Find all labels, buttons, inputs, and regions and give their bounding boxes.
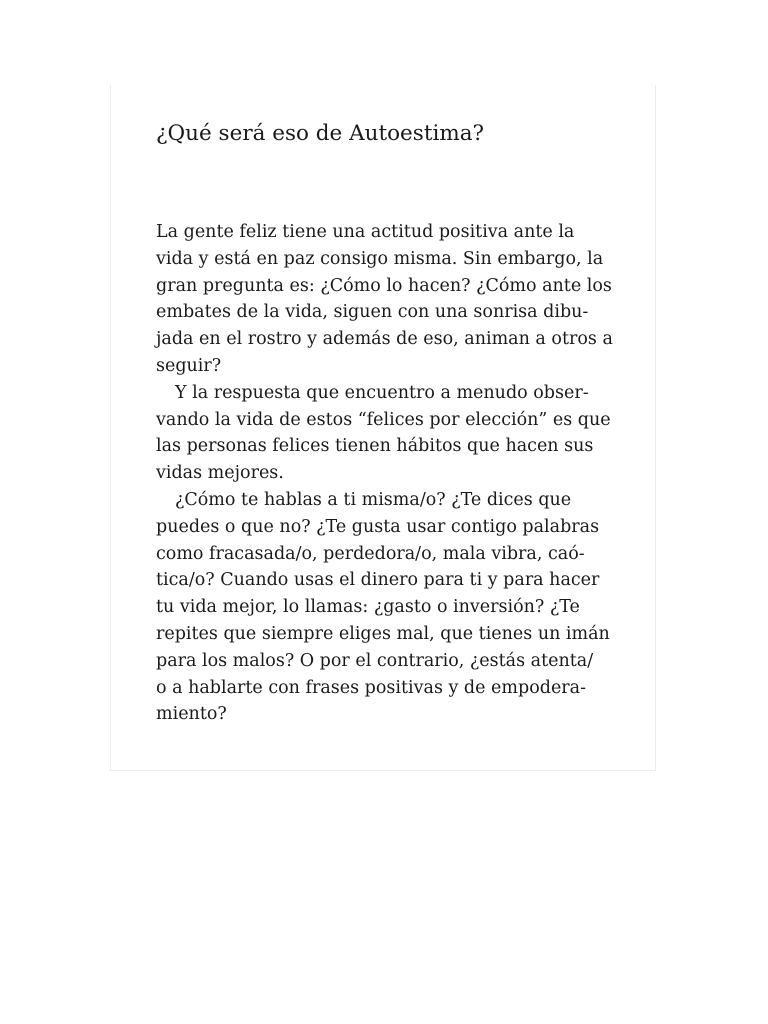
body-text xyxy=(156,219,626,728)
text-line: seguir? xyxy=(156,355,222,376)
text-line: repites que siempre eliges mal, que tienes un imán xyxy=(156,623,610,644)
text-line: ¿Cómo te hablas a ti misma/o? ¿Te dices que xyxy=(175,489,572,510)
text-line: como fracasada/o, perdedora/o, mala vibra, caó- xyxy=(156,543,585,564)
text-line: gran pregunta es: ¿Cómo lo hacen? ¿Cómo ante los xyxy=(156,275,612,296)
text-line: embates de la vida, siguen con una sonrisa dibu- xyxy=(156,302,589,323)
document-page xyxy=(110,85,656,771)
text-line: o a hablarte con frases positivas y de empodera- xyxy=(156,677,587,698)
paragraph-1 xyxy=(156,219,626,380)
page-title: ¿Qué será eso de Autoestima? xyxy=(156,121,485,146)
text-line: jada en el rostro y además de eso, animan a otros a xyxy=(156,329,613,350)
text-line: puedes o que no? ¿Te gusta usar contigo palabras xyxy=(156,516,600,537)
text-line: vidas mejores. xyxy=(156,463,284,484)
text-line: La gente feliz tiene una actitud positiva ante la xyxy=(156,222,575,242)
text-line: las personas felices tienen hábitos que hacen sus xyxy=(156,436,594,457)
text-line: tu vida mejor, lo llamas: ¿gasto o inversión? ¿Te xyxy=(156,597,580,618)
paragraph-2 xyxy=(156,380,626,487)
text-line: miento? xyxy=(156,704,227,725)
text-line: tica/o? Cuando usas el dinero para ti y para hacer xyxy=(156,570,600,591)
text-line: Y la respuesta que encuentro a menudo obser- xyxy=(175,382,589,403)
paragraph-3 xyxy=(156,487,626,728)
text-line: para los malos? O por el contrario, ¿estás atenta/ xyxy=(156,650,594,671)
text-line: vida y está en paz consigo misma. Sin embargo, la xyxy=(156,248,604,269)
text-line: vando la vida de estos “felices por elección” es que xyxy=(156,409,611,430)
